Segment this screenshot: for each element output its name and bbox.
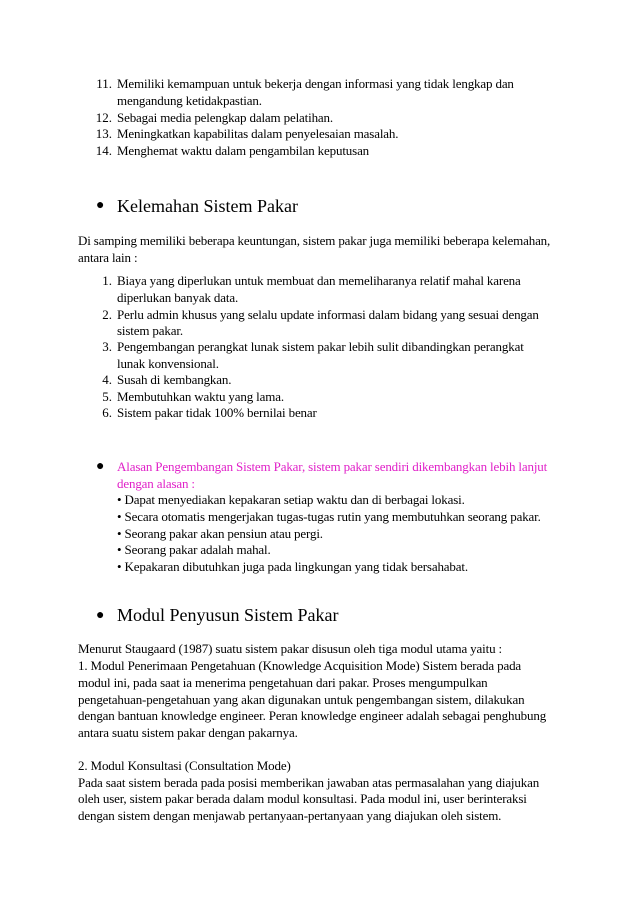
list-item-text: Biaya yang diperlukan untuk membuat dan memeliharanya relatif mahal karena: [117, 273, 521, 288]
paragraph-line: oleh user, sistem pakar berada dalam modul konsultasi. Pada modul ini, user berinteraksi: [78, 791, 527, 806]
list-item-text: diperlukan banyak data.: [117, 290, 239, 305]
reason-point: • Dapat menyediakan kepakaran setiap waktu dan di berbagai lokasi.: [117, 492, 465, 507]
list-number: 12.: [95, 110, 112, 125]
bullet-icon: ●: [96, 459, 105, 474]
list-item-text: Menghemat waktu dalam pengambilan keputusan: [117, 143, 370, 158]
paragraph-line: antara lain :: [78, 250, 138, 265]
reason-point: • Seorang pakar akan pensiun atau pergi.: [117, 526, 323, 541]
list-number: 2.: [102, 307, 112, 322]
list-number: 1.: [102, 273, 112, 288]
section-heading: Modul Penyusun Sistem Pakar: [117, 605, 339, 625]
reason-point: • Kepakaran dibutuhkan juga pada lingkungan yang tidak bersahabat.: [117, 559, 468, 574]
paragraph-line: 2. Modul Konsultasi (Consultation Mode): [78, 758, 291, 773]
section-heading: Kelemahan Sistem Pakar: [117, 196, 298, 216]
list-number: 5.: [102, 389, 112, 404]
paragraph-line: Di samping memiliki beberapa keuntungan, sistem pakar juga memiliki beberapa kelemahan,: [78, 233, 551, 248]
reason-point: • Secara otomatis mengerjakan tugas-tugas rutin yang membutuhkan seorang pakar.: [117, 509, 541, 524]
list-item-text: Pengembangan perangkat lunak sistem pakar lebih sulit dibandingkan perangkat: [117, 339, 524, 354]
list-item-text: lunak konvensional.: [117, 356, 219, 371]
list-item-text: Perlu admin khusus yang selalu update informasi dalam bidang yang sesuai dengan: [117, 307, 539, 322]
list-number: 6.: [102, 405, 112, 420]
bullet-icon: ●: [96, 608, 105, 623]
paragraph-line: modul ini, pada saat ia menerima pengetahuan dari pakar. Proses mengumpulkan: [78, 675, 488, 690]
list-number: 14.: [95, 143, 112, 158]
list-item-text: Sebagai media pelengkap dalam pelatihan.: [117, 110, 333, 125]
paragraph-line: pengetahuan-pengetahuan yang akan digunakan untuk pengembangan sistem, dilakukan: [78, 692, 525, 707]
paragraph-line: dengan sistem dengan menjawab pertanyaan-pertanyaan yang diajukan oleh sistem.: [78, 808, 502, 823]
paragraph-line: Menurut Staugaard (1987) suatu sistem pakar disusun oleh tiga modul utama yaitu :: [78, 641, 502, 656]
paragraph-line: 1. Modul Penerimaan Pengetahuan (Knowledge Acquisition Mode) Sistem berada pada: [78, 658, 522, 673]
list-number: 4.: [102, 372, 112, 387]
list-item-text: Susah di kembangkan.: [117, 372, 232, 387]
reason-point: • Seorang pakar adalah mahal.: [117, 542, 271, 557]
paragraph-line: Pada saat sistem berada pada posisi memberikan jawaban atas permasalahan yang diajukan: [78, 775, 540, 790]
list-item-text: sistem pakar.: [117, 323, 183, 338]
list-number: 13.: [95, 126, 112, 141]
list-item-text: Memiliki kemampuan untuk bekerja dengan informasi yang tidak lengkap dan: [117, 76, 514, 91]
paragraph-line: dengan alasan :: [117, 476, 195, 491]
list-number: 3.: [102, 339, 112, 354]
bullet-icon: ●: [96, 198, 105, 213]
paragraph-line: Alasan Pengembangan Sistem Pakar, sistem pakar sendiri dikembangkan lebih lanjut: [117, 459, 548, 474]
list-number: 11.: [96, 76, 112, 91]
list-item-text: Membutuhkan waktu yang lama.: [117, 389, 284, 404]
paragraph-line: antara suatu sistem pakar dengan pakarnya.: [78, 725, 298, 740]
list-item-text: mengandung ketidakpastian.: [117, 93, 262, 108]
list-item-text: Meningkatkan kapabilitas dalam penyelesaian masalah.: [117, 126, 399, 141]
paragraph-line: dengan bantuan knowledge engineer. Peran knowledge engineer adalah sebagai penghubung: [78, 708, 547, 723]
list-item-text: Sistem pakar tidak 100% bernilai benar: [117, 405, 317, 420]
